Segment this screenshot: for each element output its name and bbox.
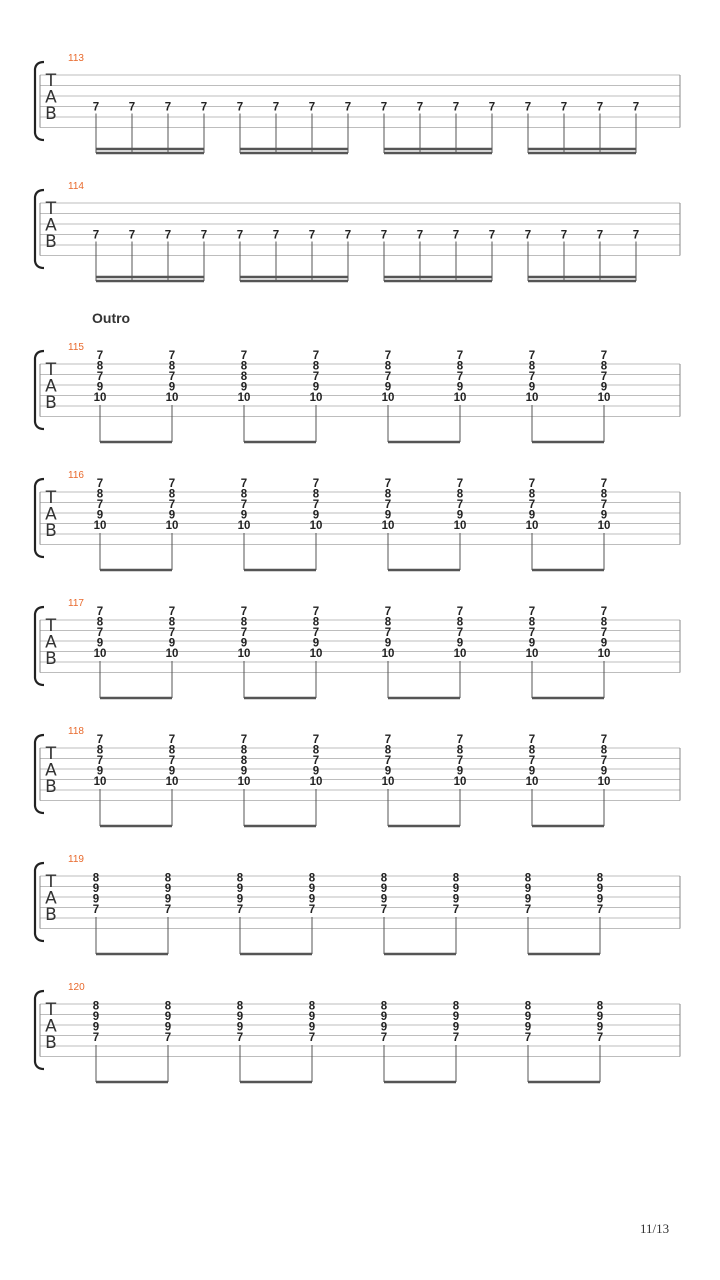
fret-number: 7 (312, 734, 320, 746)
fret-number: 8 (312, 744, 320, 757)
fret-number: 10 (597, 392, 611, 404)
fret-number: 9 (168, 637, 176, 650)
fret-number: 9 (312, 765, 320, 778)
fret-number: 7 (632, 101, 640, 114)
fret-number: 7 (452, 101, 460, 114)
fret-number: 10 (237, 776, 251, 788)
fret-number: 7 (344, 229, 352, 242)
fret-number: 9 (92, 1021, 100, 1034)
fret-number: 9 (452, 1011, 460, 1023)
fret-number: 7 (456, 478, 464, 490)
fret-number: 7 (596, 101, 604, 114)
fret-number: 8 (312, 488, 320, 501)
fret-number: 9 (452, 1021, 460, 1034)
fret-number: 10 (381, 648, 395, 660)
fret-number: 7 (92, 1032, 100, 1044)
fret-number: 7 (128, 101, 136, 114)
fret-number: 7 (416, 101, 424, 114)
fret-number: 7 (488, 229, 496, 242)
tab-clef-letter: A (45, 504, 57, 525)
measure-number: 118 (68, 726, 84, 737)
fret-number: 7 (600, 350, 608, 362)
fret-number: 8 (164, 1000, 172, 1013)
fret-number: 9 (240, 765, 248, 778)
fret-number: 7 (344, 101, 352, 114)
fret-number: 8 (312, 616, 320, 629)
tab-clef-letter: B (45, 393, 57, 413)
fret-number: 9 (600, 765, 608, 778)
fret-number: 7 (456, 350, 464, 362)
fret-number: 9 (168, 381, 176, 394)
fret-number: 8 (528, 744, 536, 757)
fret-number: 7 (164, 904, 172, 916)
fret-number: 7 (312, 499, 320, 511)
fret-number: 8 (168, 360, 176, 373)
fret-number: 10 (453, 648, 467, 660)
fret-number: 8 (384, 744, 392, 757)
fret-number: 9 (596, 893, 604, 906)
fret-number: 7 (384, 478, 392, 490)
fret-number: 7 (312, 478, 320, 490)
fret-number: 9 (528, 381, 536, 394)
fret-number: 7 (452, 229, 460, 242)
fret-number: 7 (96, 499, 104, 511)
fret-number: 7 (168, 371, 176, 383)
tab-clef-letter: T (45, 744, 57, 764)
fret-number: 8 (600, 744, 608, 757)
fret-number: 7 (384, 371, 392, 383)
fret-number: 7 (312, 350, 320, 362)
fret-number: 8 (528, 360, 536, 373)
tab-clef-letter: T (45, 488, 57, 508)
measure-number: 114 (68, 181, 84, 192)
fret-number: 10 (309, 776, 323, 788)
fret-number: 8 (452, 872, 460, 885)
tab-system (35, 991, 680, 1082)
fret-number: 7 (240, 478, 248, 490)
fret-number: 7 (384, 350, 392, 362)
fret-number: 7 (236, 1032, 244, 1044)
fret-number: 7 (596, 904, 604, 916)
fret-number: 10 (453, 392, 467, 404)
fret-number: 9 (596, 1021, 604, 1034)
tab-clef-letter: A (45, 632, 57, 653)
fret-number: 8 (456, 616, 464, 629)
fret-number: 7 (524, 1032, 532, 1044)
tab-clef-letter: A (45, 215, 57, 236)
fret-number: 7 (272, 229, 280, 242)
tab-clef-letter: A (45, 760, 57, 781)
fret-number: 9 (308, 883, 316, 895)
fret-number: 8 (528, 616, 536, 629)
fret-number: 7 (596, 229, 604, 242)
fret-number: 7 (168, 734, 176, 746)
fret-number: 7 (236, 229, 244, 242)
fret-number: 8 (456, 488, 464, 501)
fret-number: 7 (308, 904, 316, 916)
fret-number: 7 (236, 101, 244, 114)
fret-number: 8 (236, 872, 244, 885)
fret-number: 7 (528, 371, 536, 383)
fret-number: 8 (596, 1000, 604, 1013)
fret-number: 7 (528, 350, 536, 362)
fret-number: 8 (240, 488, 248, 501)
fret-number: 9 (92, 883, 100, 895)
fret-number: 10 (93, 392, 107, 404)
fret-number: 7 (168, 606, 176, 618)
fret-number: 7 (488, 101, 496, 114)
fret-number: 7 (456, 755, 464, 767)
fret-number: 10 (525, 776, 539, 788)
fret-number: 9 (164, 883, 172, 895)
fret-number: 8 (600, 360, 608, 373)
fret-number: 10 (381, 776, 395, 788)
fret-number: 7 (236, 904, 244, 916)
fret-number: 9 (164, 1021, 172, 1034)
fret-number: 8 (164, 872, 172, 885)
fret-number: 7 (528, 755, 536, 767)
tab-clef-letter: A (45, 888, 57, 909)
fret-number: 9 (452, 893, 460, 906)
fret-number: 8 (524, 872, 532, 885)
fret-number: 8 (168, 488, 176, 501)
fret-number: 9 (528, 509, 536, 522)
fret-number: 8 (240, 360, 248, 373)
tab-system (35, 479, 680, 570)
fret-number: 7 (452, 1032, 460, 1044)
fret-number: 7 (384, 499, 392, 511)
tab-system (35, 607, 680, 698)
fret-number: 7 (164, 101, 172, 114)
fret-number: 9 (236, 1011, 244, 1023)
fret-number: 8 (456, 360, 464, 373)
fret-number: 7 (96, 606, 104, 618)
fret-number: 7 (308, 101, 316, 114)
fret-number: 9 (380, 893, 388, 906)
fret-number: 9 (528, 765, 536, 778)
fret-number: 7 (312, 606, 320, 618)
fret-number: 10 (453, 520, 467, 532)
fret-number: 7 (200, 229, 208, 242)
fret-number: 7 (312, 755, 320, 767)
measure-number: 115 (68, 342, 84, 353)
fret-number: 8 (452, 1000, 460, 1013)
fret-number: 7 (92, 229, 100, 242)
fret-number: 9 (456, 509, 464, 522)
fret-number: 9 (240, 509, 248, 522)
fret-number: 7 (600, 755, 608, 767)
measure-number: 116 (68, 470, 84, 481)
fret-number: 9 (600, 637, 608, 650)
fret-number: 7 (600, 734, 608, 746)
fret-number: 9 (96, 637, 104, 650)
fret-number: 9 (168, 765, 176, 778)
fret-number: 10 (597, 520, 611, 532)
fret-number: 9 (380, 1021, 388, 1034)
fret-number: 7 (92, 904, 100, 916)
fret-number: 10 (309, 392, 323, 404)
fret-number: 9 (96, 765, 104, 778)
fret-number: 8 (524, 1000, 532, 1013)
tab-clef-letter: B (45, 104, 57, 124)
tab-clef-letter: B (45, 777, 57, 797)
fret-number: 8 (600, 616, 608, 629)
fret-number: 10 (597, 648, 611, 660)
fret-number: 7 (380, 229, 388, 242)
fret-number: 7 (528, 734, 536, 746)
tab-clef-letter: T (45, 71, 57, 91)
tab-clef-letter: B (45, 905, 57, 925)
measure-number: 120 (68, 982, 85, 993)
tab-clef-letter: A (45, 376, 57, 397)
fret-number: 7 (240, 734, 248, 746)
fret-number: 9 (240, 381, 248, 394)
tab-clef-letter: T (45, 1000, 57, 1020)
fret-number: 10 (453, 776, 467, 788)
fret-number: 9 (240, 637, 248, 650)
fret-number: 8 (312, 360, 320, 373)
fret-number: 9 (380, 1011, 388, 1023)
fret-number: 7 (312, 371, 320, 383)
fret-number: 8 (384, 616, 392, 629)
fret-number: 7 (560, 229, 568, 242)
fret-number: 7 (92, 101, 100, 114)
fret-number: 7 (384, 734, 392, 746)
fret-number: 7 (240, 350, 248, 362)
fret-number: 9 (524, 1021, 532, 1034)
fret-number: 9 (600, 381, 608, 394)
fret-number: 8 (384, 360, 392, 373)
fret-number: 10 (525, 520, 539, 532)
fret-number: 7 (632, 229, 640, 242)
measure-number: 113 (68, 53, 84, 64)
fret-number: 7 (96, 371, 104, 383)
tab-clef-letter: B (45, 1033, 57, 1053)
fret-number: 8 (240, 616, 248, 629)
fret-number: 7 (524, 904, 532, 916)
fret-number: 7 (380, 1032, 388, 1044)
fret-number: 9 (96, 509, 104, 522)
fret-number: 7 (600, 499, 608, 511)
fret-number: 7 (380, 904, 388, 916)
tab-clef-letter: T (45, 616, 57, 636)
fret-number: 7 (456, 627, 464, 639)
fret-number: 7 (240, 627, 248, 639)
tab-clef-letter: A (45, 1016, 57, 1037)
fret-number: 9 (308, 1021, 316, 1034)
fret-number: 7 (240, 606, 248, 618)
fret-number: 10 (309, 648, 323, 660)
fret-number: 10 (381, 392, 395, 404)
fret-number: 9 (524, 893, 532, 906)
fret-number: 7 (600, 627, 608, 639)
fret-number: 8 (456, 744, 464, 757)
fret-number: 10 (525, 392, 539, 404)
fret-number: 10 (165, 392, 179, 404)
fret-number: 7 (168, 478, 176, 490)
fret-number: 7 (600, 371, 608, 383)
fret-number: 9 (312, 509, 320, 522)
fret-number: 8 (96, 488, 104, 501)
fret-number: 9 (596, 1011, 604, 1023)
fret-number: 8 (380, 1000, 388, 1013)
fret-number: 8 (92, 1000, 100, 1013)
fret-number: 8 (236, 1000, 244, 1013)
fret-number: 10 (237, 392, 251, 404)
fret-number: 9 (384, 509, 392, 522)
fret-number: 7 (456, 499, 464, 511)
fret-number: 7 (524, 101, 532, 114)
fret-number: 7 (384, 627, 392, 639)
fret-number: 7 (456, 734, 464, 746)
fret-number: 8 (384, 488, 392, 501)
fret-number: 7 (524, 229, 532, 242)
fret-number: 10 (237, 648, 251, 660)
fret-number: 8 (96, 616, 104, 629)
fret-number: 10 (93, 520, 107, 532)
tab-clef-letter: T (45, 360, 57, 380)
fret-number: 7 (308, 229, 316, 242)
fret-number: 8 (596, 872, 604, 885)
fret-number: 8 (308, 872, 316, 885)
fret-number: 7 (528, 499, 536, 511)
fret-number: 7 (128, 229, 136, 242)
fret-number: 7 (168, 350, 176, 362)
fret-number: 7 (200, 101, 208, 114)
page-indicator: 11/13 (640, 1221, 670, 1236)
fret-number: 7 (312, 627, 320, 639)
fret-number: 7 (380, 101, 388, 114)
fret-number: 9 (312, 637, 320, 650)
fret-number: 10 (165, 776, 179, 788)
fret-number: 9 (308, 893, 316, 906)
tab-clef-letter: T (45, 199, 57, 219)
fret-number: 10 (165, 520, 179, 532)
fret-number: 7 (560, 101, 568, 114)
fret-number: 9 (524, 1011, 532, 1023)
tab-clef-letter: T (45, 872, 57, 892)
fret-number: 10 (381, 520, 395, 532)
fret-number: 8 (308, 1000, 316, 1013)
fret-number: 8 (168, 744, 176, 757)
fret-number: 7 (96, 734, 104, 746)
fret-number: 7 (164, 1032, 172, 1044)
fret-number: 9 (384, 637, 392, 650)
fret-number: 9 (236, 1021, 244, 1034)
fret-number: 7 (528, 606, 536, 618)
fret-number: 8 (240, 371, 248, 383)
fret-number: 7 (240, 499, 248, 511)
fret-number: 9 (456, 765, 464, 778)
fret-number: 10 (93, 776, 107, 788)
fret-number: 7 (272, 101, 280, 114)
section-label: Outro (92, 310, 131, 326)
fret-number: 9 (384, 765, 392, 778)
tab-system (35, 735, 680, 826)
fret-number: 9 (380, 883, 388, 895)
fret-number: 9 (164, 893, 172, 906)
fret-number: 9 (596, 883, 604, 895)
fret-number: 10 (93, 648, 107, 660)
fret-number: 8 (240, 744, 248, 757)
fret-number: 7 (456, 371, 464, 383)
fret-number: 7 (96, 627, 104, 639)
fret-number: 10 (597, 776, 611, 788)
fret-number: 9 (92, 893, 100, 906)
fret-number: 7 (164, 229, 172, 242)
fret-number: 9 (452, 883, 460, 895)
fret-number: 7 (308, 1032, 316, 1044)
tab-clef-letter: B (45, 649, 57, 669)
fret-number: 9 (164, 1011, 172, 1023)
fret-number: 7 (456, 606, 464, 618)
fret-number: 7 (384, 755, 392, 767)
fret-number: 8 (600, 488, 608, 501)
fret-number: 7 (452, 904, 460, 916)
fret-number: 7 (96, 478, 104, 490)
fret-number: 9 (308, 1011, 316, 1023)
fret-number: 8 (96, 744, 104, 757)
fret-number: 7 (600, 478, 608, 490)
fret-number: 9 (312, 381, 320, 394)
fret-number: 7 (168, 755, 176, 767)
fret-number: 7 (168, 627, 176, 639)
tab-clef-letter: B (45, 232, 57, 252)
fret-number: 8 (380, 872, 388, 885)
fret-number: 10 (525, 648, 539, 660)
fret-number: 8 (240, 755, 248, 767)
fret-number: 9 (168, 509, 176, 522)
fret-number: 9 (600, 509, 608, 522)
measure-number: 117 (68, 598, 84, 609)
fret-number: 9 (236, 883, 244, 895)
fret-number: 7 (416, 229, 424, 242)
fret-number: 9 (524, 883, 532, 895)
fret-number: 9 (528, 637, 536, 650)
fret-number: 8 (168, 616, 176, 629)
tab-clef-letter: B (45, 521, 57, 541)
fret-number: 9 (456, 381, 464, 394)
fret-number: 7 (96, 350, 104, 362)
fret-number: 9 (456, 637, 464, 650)
fret-number: 9 (92, 1011, 100, 1023)
tab-system (35, 351, 680, 442)
fret-number: 9 (96, 381, 104, 394)
fret-number: 7 (528, 478, 536, 490)
tab-system (35, 863, 680, 954)
fret-number: 10 (309, 520, 323, 532)
fret-number: 10 (237, 520, 251, 532)
fret-number: 10 (165, 648, 179, 660)
fret-number: 7 (528, 627, 536, 639)
fret-number: 8 (96, 360, 104, 373)
measure-number: 119 (68, 854, 84, 865)
tab-clef-letter: A (45, 87, 57, 108)
fret-number: 7 (384, 606, 392, 618)
fret-number: 7 (168, 499, 176, 511)
fret-number: 9 (384, 381, 392, 394)
fret-number: 8 (92, 872, 100, 885)
fret-number: 7 (596, 1032, 604, 1044)
fret-number: 7 (96, 755, 104, 767)
fret-number: 8 (528, 488, 536, 501)
fret-number: 7 (600, 606, 608, 618)
fret-number: 9 (236, 893, 244, 906)
